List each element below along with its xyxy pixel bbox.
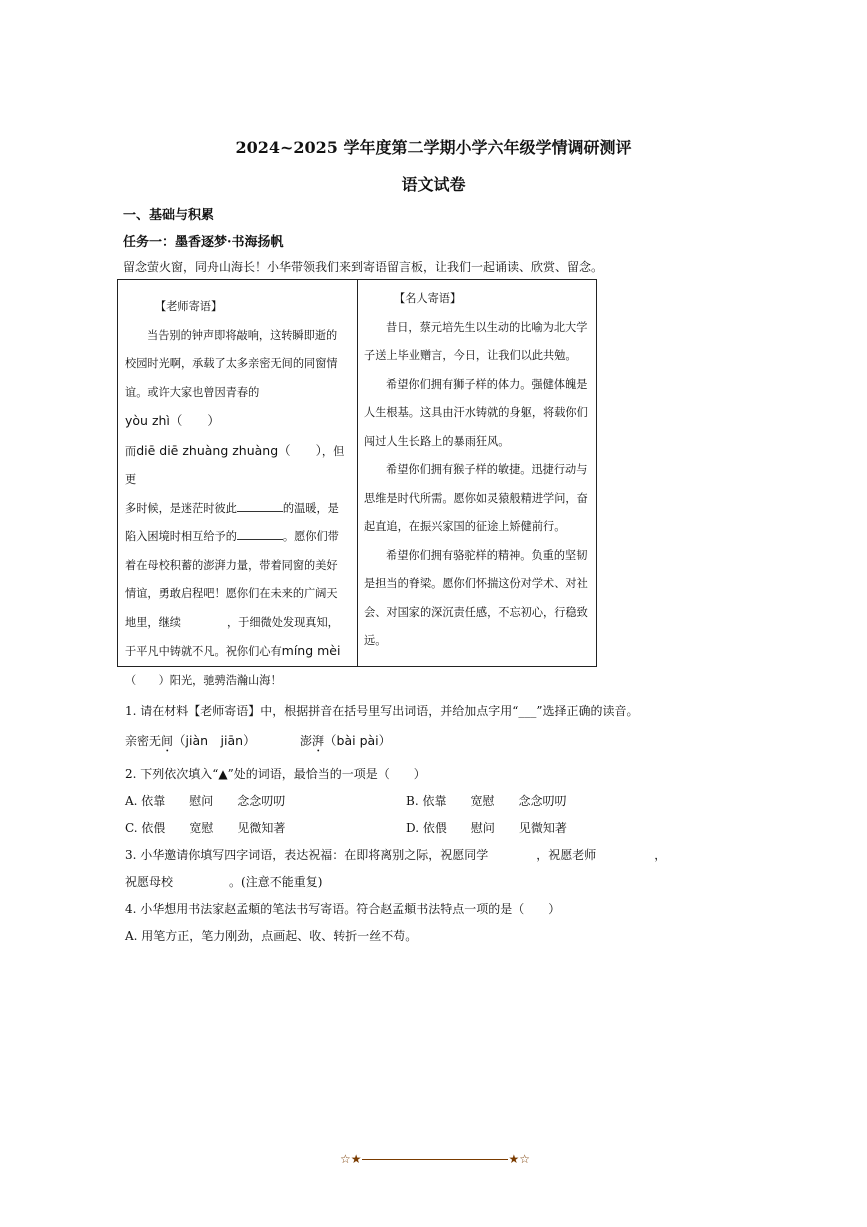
task-intro: 留念萤火窗，同舟山海长！小华带领我们来到寄语留言板，让我们一起诵读、欣赏、留念。 (123, 260, 604, 274)
teacher-note-line: 着在母校积蓄的澎湃力量，带着同窗的美好 (125, 558, 338, 572)
pinyin-blank: diē diē zhuàng zhuàng（ ） (136, 442, 322, 458)
teacher-note-line: 陷入困境时相互给予的 。愿你们带 (125, 530, 339, 543)
section-heading: 一、基础与积累 (123, 208, 215, 223)
question-1: 1. 请在材料【老师寄语】中，根据拼音在括号里写出词语，并给加点字用“___”选择正确的读音。 (125, 704, 639, 718)
question-2-option-a: A. 依靠 慰问 念念叨叨 (125, 794, 286, 808)
famous-note-paragraph: 希望你们拥有狮子样的体力。强健体魄是人生根基。这具由汗水铸就的身躯，将载你们闯过人生长路上的暴雨狂风。 (364, 377, 588, 448)
star-icon: ☆★ (340, 1152, 362, 1166)
task-heading: 任务一：墨香逐梦·书海扬帆 (123, 235, 284, 250)
fill-blank (237, 500, 283, 512)
pinyin-blank: yòu zhì（ ） (125, 413, 220, 428)
page-subtitle: 语文试卷 (401, 175, 466, 194)
teacher-note-line: 多时候，是迷茫时彼此 的温暖，是 (125, 501, 339, 515)
fill-blank (237, 528, 283, 540)
question-2-option-b: B. 依靠 宽慰 念念叨叨 (406, 794, 567, 808)
teacher-note-line: 于平凡中铸就不凡。祝你们心有míng mèi (125, 643, 341, 658)
question-1-option-1: 亲密无间（jiàn jiān） (125, 733, 256, 748)
star-icon: ★☆ (508, 1152, 530, 1166)
footer-rule (362, 1159, 508, 1160)
footer-ornament (340, 1152, 530, 1166)
pinyin-blank: míng mèi (281, 643, 341, 658)
famous-note-paragraph: 昔日，蔡元培先生以生动的比喻为北大学子送上毕业赠言，今日，让我们以此共勉。 (364, 320, 588, 362)
teacher-note-title: 【老师寄语】 (155, 300, 223, 313)
teacher-note-line: 地里，继续 ，于细微处发现真知， (125, 615, 339, 629)
page-title: 2024~2025 学年度第二学期小学六年级学情调研测评 (235, 138, 632, 157)
famous-note-cell (364, 285, 590, 656)
teacher-note-line: 情谊，勇敢启程吧！愿你们在未来的广阔天 (125, 587, 338, 600)
question-4: 4. 小华想用书法家赵孟頫的笔法书写寄语。符合赵孟頫书法特点一项的是（ ） (125, 902, 561, 916)
teacher-note-line: 而diē diē zhuàng zhuàng（ ），但更 (125, 442, 345, 486)
famous-note-paragraph: 希望你们拥有猴子样的敏捷。迅捷行动与思维是时代所需。愿你如灵猿般精进学问，奋起直追，在振兴家国的征途上矫健前行。 (364, 463, 588, 533)
question-2-option-c: C. 依偎 宽慰 见微知著 (125, 821, 286, 835)
question-2-option-d: D. 依偎 慰问 见微知著 (406, 821, 567, 835)
table-divider (357, 280, 358, 666)
question-2: 2. 下列依次填入“▲”处的词语，最恰当的一项是（ ） (125, 767, 426, 781)
question-4-option-a: A. 用笔方正，笔力刚劲，点画起、收、转折一丝不苟。 (125, 929, 418, 943)
famous-note-title: 【名人寄语】 (394, 292, 462, 305)
question-3: 3. 小华邀请你填写四字词语，表达祝福：在即将离别之际，祝愿同学 ，祝愿老师 ， (125, 848, 667, 862)
message-board-table (117, 279, 597, 687)
teacher-note-line: 当告别的钟声即将敲响，这转瞬即逝的 (147, 328, 338, 342)
question-1-option-2: 澎湃（bài pài） (300, 733, 392, 748)
teacher-note-line: 校园时光啊，承载了太多亲密无间的同窗情 (125, 357, 338, 370)
question-3-continued: 祝愿母校 。(注意不能重复) (125, 875, 323, 889)
famous-note-paragraph: 希望你们拥有骆驼样的精神。负重的坚韧是担当的脊梁。愿你们怀揣这份对学术、对社会、对国家的深沉责任感，不忘初心，行稳致远。 (364, 548, 588, 647)
teacher-note-line: （ ）阳光，驰骋浩瀚山海！ (125, 673, 282, 687)
teacher-note-line: 谊。或许大家也曾因青春的yòu zhì（ ） (125, 385, 260, 428)
teacher-note-cell (125, 293, 351, 695)
